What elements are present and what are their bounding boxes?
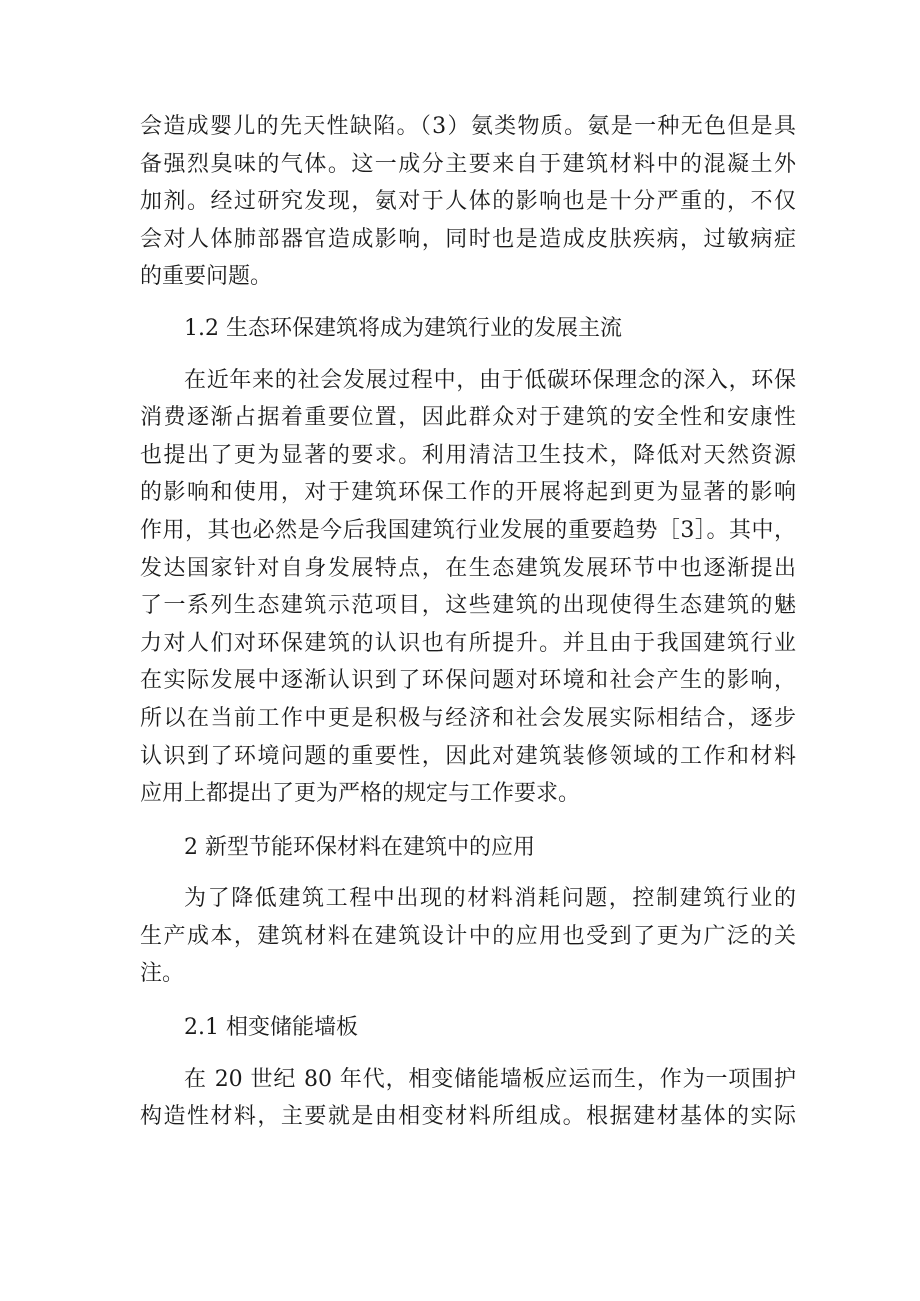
paragraph-1-2 <box>140 362 796 813</box>
text-line: 了一系列生态建筑示范项目，这些建筑的出现使得生态建筑的魅 <box>140 593 796 619</box>
text-line: 生产成本，建筑材料在建筑设计中的应用也受到了更为广泛的关 <box>140 923 796 949</box>
section-heading-2-1: 2.1 相变储能墙板 <box>184 1015 358 1041</box>
paragraph-2 <box>140 880 796 993</box>
text-line: 所以在当前工作中更是积极与经济和社会发展实际相结合，逐步 <box>140 705 796 731</box>
text-line: 注。 <box>140 961 185 987</box>
text-line: 在 20 世纪 80 年代，相变储能墙板应运而生，作为一项围护 <box>184 1066 796 1092</box>
section-heading-1-2: 1.2 生态环保建筑将成为建筑行业的发展主流 <box>184 315 622 341</box>
text-line: 应用上都提出了更为严格的规定与工作要求。 <box>140 781 581 807</box>
text-line: 备强烈臭味的气体。这一成分主要来自于建筑材料中的混凝土外 <box>140 151 796 177</box>
text-line: 发达国家针对自身发展特点，在生态建筑发展环节中也逐渐提出 <box>140 555 796 581</box>
text-line: 会对人体肺部器官造成影响，同时也是造成皮肤疾病，过敏病症 <box>140 226 796 252</box>
text-line: 的重要问题。 <box>140 264 273 290</box>
text-line: 作用，其也必然是今后我国建筑行业发展的重要趋势［3］。其中， <box>140 517 796 543</box>
text-line: 在近年来的社会发展过程中，由于低碳环保理念的深入，环保 <box>184 367 796 393</box>
text-line: 消费逐渐占据着重要位置，因此群众对于建筑的安全性和安康性 <box>140 405 796 431</box>
text-line: 在实际发展中逐渐认识到了环保问题对环境和社会产生的影响， <box>140 668 796 694</box>
document-body <box>140 108 796 1136</box>
paragraph-2-1 <box>140 1061 796 1136</box>
text-line: 为了降低建筑工程中出现的材料消耗问题，控制建筑行业的 <box>184 886 796 912</box>
text-line: 会造成婴儿的先天性缺陷。（3）氨类物质。氨是一种无色但是具 <box>140 114 796 139</box>
text-line: 构造性材料，主要就是由相变材料所组成。根据建材基体的实际 <box>140 1104 796 1130</box>
text-line: 的影响和使用，对于建筑环保工作的开展将起到更为显著的影响 <box>140 480 796 506</box>
text-line: 力对人们对环保建筑的认识也有所提升。并且由于我国建筑行业 <box>140 630 796 656</box>
section-heading-2: 2 新型节能环保材料在建筑中的应用 <box>184 834 535 860</box>
paragraph-continued <box>140 108 796 296</box>
text-line: 加剂。经过研究发现，氨对于人体的影响也是十分严重的，不仅 <box>140 189 796 215</box>
text-line: 认识到了环境问题的重要性，因此对建筑装修领域的工作和材料 <box>140 743 796 769</box>
text-line: 也提出了更为显著的要求。利用清洁卫生技术，降低对天然资源 <box>140 442 796 468</box>
